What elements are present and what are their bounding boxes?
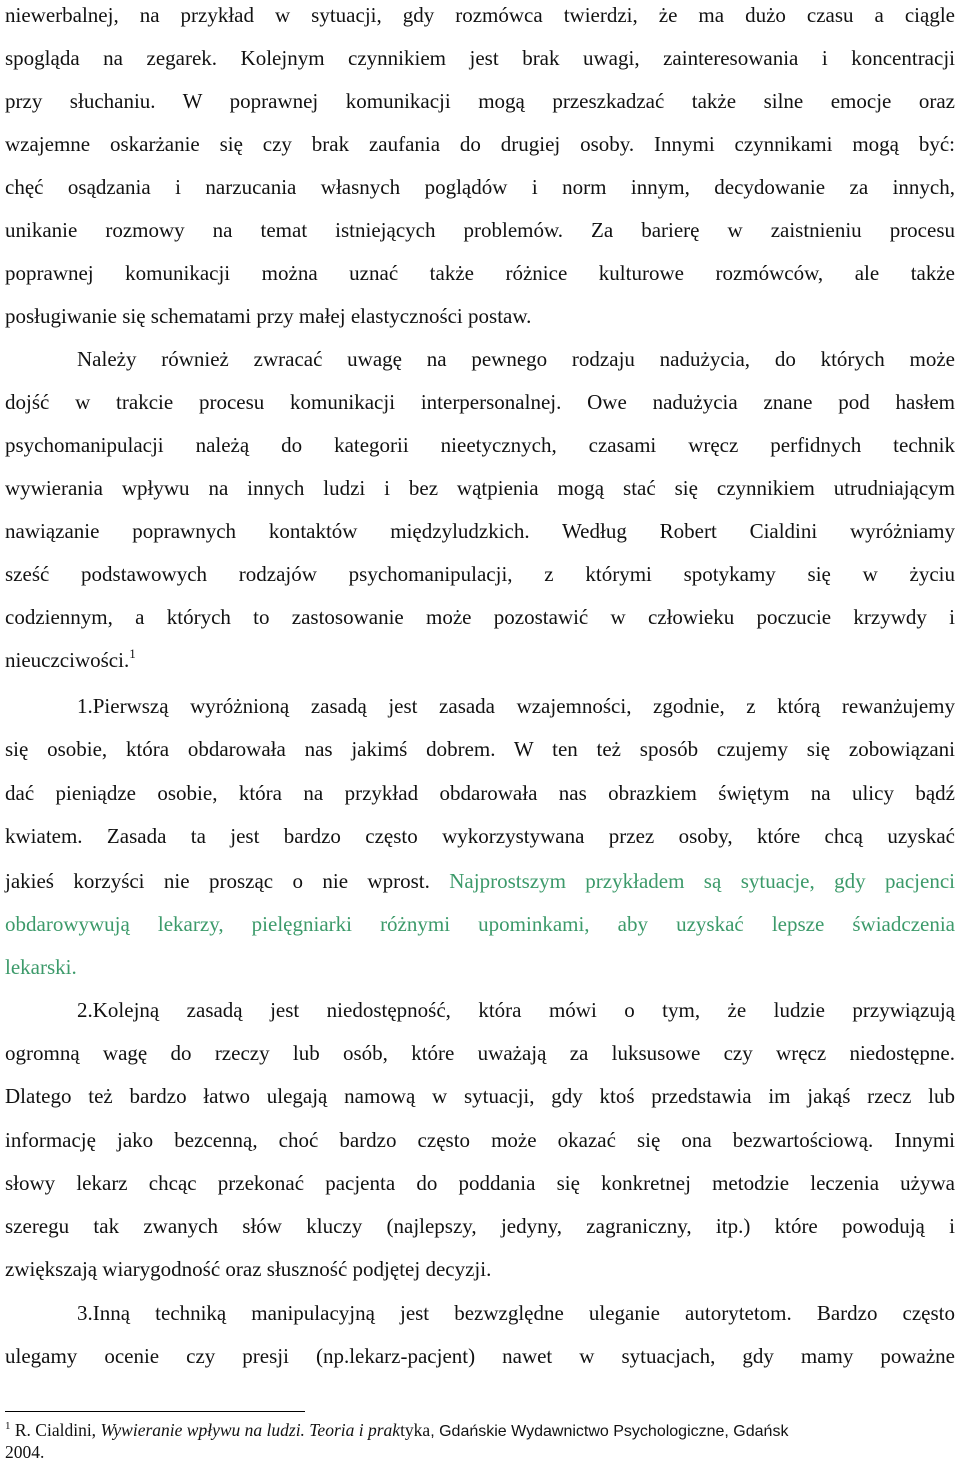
text-line: słowy lekarz chcąc przekonać pacjenta do poddania się konkretnej metodzie leczenia używa: [5, 1171, 955, 1195]
footnote-year-line: [5, 1441, 955, 1463]
text-line: [5, 646, 955, 674]
text-line: 2.Kolejną zasadą jest niedostępność, która mówi o tym, że ludzie przywiązują: [77, 998, 955, 1022]
text-line: spogląda na zegarek. Kolejnym czynnikiem jest brak uwagi, zainteresowania i koncentracji: [5, 46, 955, 70]
text-line: się osobie, która obdarowała nas jakimś dobrem. W ten też sposób czujemy się zobowiązani: [5, 737, 955, 761]
text-line: wzajemne oskarżanie się czy brak zaufania do drugiej osoby. Innymi czynnikami mogą być:: [5, 132, 955, 156]
text-line: posługiwanie się schematami przy małej elastyczności postaw.: [5, 304, 532, 328]
footnote: [5, 1419, 955, 1441]
footnote-title-rest: tyka: [400, 1420, 431, 1440]
text-line: wywierania wpływu na innych ludzi i bez wątpienia mogą stać się czynnikiem utrudniającym: [5, 476, 955, 500]
text-line: psychomanipulacji należą do kategorii nieetycznych, czasami wręcz perfidnych technik: [5, 433, 955, 457]
text-line: niewerbalnej, na przykład w sytuacji, gdy rozmówca twierdzi, że ma dużo czasu a ciągle: [5, 3, 955, 27]
text-line: Należy również zwracać uwagę na pewnego rodzaju nadużycia, do których może: [77, 347, 955, 371]
text-span: nieuczciwości.: [5, 648, 130, 672]
text-line: 1.Pierwszą wyróżnioną zasadą jest zasada wzajemności, zgodnie, z którą rewanżujemy: [77, 694, 955, 718]
text-line: chęć osądzania i narzucania własnych poglądów i norm innym, decydowanie za innych,: [5, 175, 955, 199]
text-line: unikanie rozmowy na temat istniejących problemów. Za barierę w zaistnieniu procesu: [5, 218, 955, 242]
text-line: zwiększają wiarygodność oraz słuszność podjętej decyzji.: [5, 1257, 492, 1281]
highlighted-text: Najprostszym przykładem są sytuacje, gdy pacjenci: [449, 869, 955, 893]
text-line: szeregu tak zwanych słów kluczy (najlepszy, jedyny, zagraniczny, itp.) które powodują i: [5, 1214, 955, 1238]
text-line: poprawnej komunikacji można uznać także różnice kulturowe rozmówców, ale także: [5, 261, 955, 285]
text-line: 3.Inną techniką manipulacyjną jest bezwzględne uleganie autorytetom. Bardzo często: [77, 1301, 955, 1325]
highlighted-line: obdarowywują lekarzy, pielęgniarki różnymi upominkami, aby uzyskać lepsze świadczenia: [5, 912, 955, 936]
footnote-number: 1: [5, 1420, 11, 1432]
text-line: codziennym, a których to zastosowanie może pozostawić w człowieku poczucie krzywdy i: [5, 605, 955, 629]
footnote-divider: [5, 1411, 305, 1412]
footnote-publisher: , Gdańskie Wydawnictwo Psychologiczne, Gdańsk: [430, 1423, 789, 1440]
text-line: kwiatem. Zasada ta jest bardzo często wykorzystywana przez osoby, które chcą uzyskać: [5, 824, 955, 848]
text-line: sześć podstawowych rodzajów psychomanipulacji, z którymi spotykamy się w życiu: [5, 562, 955, 586]
text-line: informację jako bezcenną, choć bardzo często może okazać się ona bezwartościową. Innymi: [5, 1128, 955, 1152]
footnote-year: 2004.: [5, 1442, 45, 1462]
footnote-reference[interactable]: 1: [129, 646, 136, 661]
text-line: [5, 867, 955, 895]
text-line: Dlatego też bardzo łatwo ulegają namową w sytuacji, gdy ktoś przedstawia im jakąś rzecz lub: [5, 1084, 955, 1108]
text-line: dojść w trakcie procesu komunikacji interpersonalnej. Owe nadużycia znane pod hasłem: [5, 390, 955, 414]
text-line: ogromną wagę do rzeczy lub osób, które uważają za luksusowe czy wręcz niedostępne.: [5, 1041, 955, 1065]
text-line: nawiązanie poprawnych kontaktów międzyludzkich. Według Robert Cialdini wyróżniamy: [5, 519, 955, 543]
text-line: przy słuchaniu. W poprawnej komunikacji mogą przeszkadzać także silne emocje oraz: [5, 89, 955, 113]
text-line: ulegamy ocenie czy presji (np.lekarz-pacjent) nawet w sytuacjach, gdy mamy poważne: [5, 1344, 955, 1368]
text-span: jakieś korzyści nie prosząc o nie wprost.: [5, 869, 450, 893]
footnote-author: R. Cialdini,: [10, 1420, 101, 1440]
highlighted-line: lekarski.: [5, 955, 77, 979]
text-line: dać pieniądze osobie, która na przykład obdarowała nas obrazkiem świętym na ulicy bądź: [5, 781, 955, 805]
footnote-title: Wywieranie wpływu na ludzi. Teoria i prak: [100, 1420, 401, 1440]
